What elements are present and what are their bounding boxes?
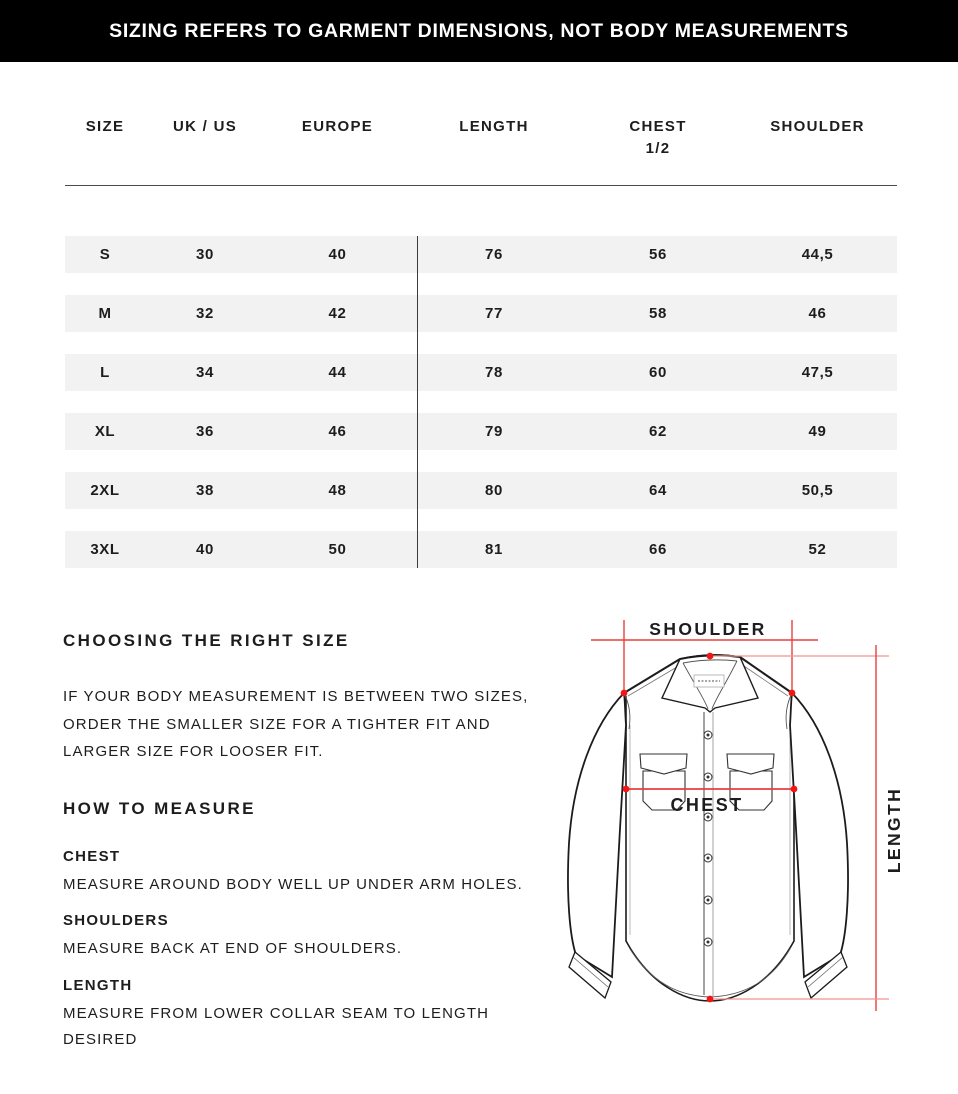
header-rule (65, 185, 897, 186)
chest-dot-left (623, 786, 630, 793)
cell-size: 2XL (90, 482, 120, 499)
cell-shoulder: 46 (808, 305, 827, 322)
cell-uk-us: 30 (196, 246, 214, 263)
text-line: ORDER THE SMALLER SIZE FOR A TIGHTER FIT AND (63, 715, 491, 733)
text-line: DESIRED (63, 1031, 138, 1048)
cell-length: 81 (485, 541, 503, 558)
shirt-diagram (555, 605, 958, 1094)
cell-chest: 60 (649, 364, 667, 381)
cell-length: 78 (485, 364, 503, 381)
cell-europe: 42 (328, 305, 347, 322)
cell-europe: 46 (328, 423, 347, 440)
table-row-xl (65, 413, 897, 450)
column-header-shoulder: SHOULDER (770, 118, 865, 135)
table-row-2xl (65, 472, 897, 509)
cell-uk-us: 34 (196, 364, 214, 381)
cell-shoulder: 44,5 (801, 246, 834, 263)
text-line: IF YOUR BODY MEASUREMENT IS BETWEEN TWO SIZES, (63, 688, 529, 705)
cell-chest: 66 (649, 541, 667, 558)
shoulder-dot-right (789, 690, 796, 697)
choosing-size-text (63, 683, 528, 766)
cell-chest: 62 (649, 423, 667, 440)
cell-size: XL (94, 423, 116, 440)
measure-item-label: LENGTH (63, 977, 133, 994)
cell-size: M (98, 305, 112, 322)
cell-shoulder: 47,5 (801, 364, 834, 381)
cell-europe: 48 (328, 482, 347, 499)
column-header-uk-us: UK / US (172, 118, 238, 135)
table-vertical-divider (417, 236, 418, 568)
cell-size: 3XL (90, 541, 120, 558)
cell-uk-us: 40 (196, 541, 214, 558)
cell-length: 76 (485, 246, 503, 263)
shirt-sleeve-left (568, 693, 626, 977)
measure-item-length (63, 976, 489, 1053)
column-header-europe: EUROPE (301, 118, 374, 135)
size-table-header (65, 116, 897, 160)
banner (0, 0, 958, 62)
cell-uk-us: 38 (196, 482, 214, 499)
cell-europe: 40 (328, 246, 347, 263)
collar-dot (707, 653, 714, 660)
shirt-sleeve-right (790, 693, 848, 977)
cell-chest: 58 (649, 305, 667, 322)
choosing-size-heading: CHOOSING THE RIGHT SIZE (63, 631, 350, 650)
cell-chest: 56 (649, 246, 667, 263)
length-diagram-label: LENGTH (884, 786, 904, 874)
how-to-measure-heading: HOW TO MEASURE (63, 799, 256, 818)
hem-dot (707, 996, 714, 1003)
chest-dot-right (791, 786, 798, 793)
measure-item-label: SHOULDERS (63, 912, 169, 929)
column-header-length: LENGTH (459, 118, 529, 135)
cell-size: S (99, 246, 111, 263)
measure-item-shoulders (63, 911, 402, 962)
cell-europe: 50 (328, 541, 347, 558)
column-header-chest: CHEST 1/2 (629, 118, 687, 157)
cell-length: 79 (485, 423, 503, 440)
measure-item-label: CHEST (63, 848, 121, 865)
table-row-m (65, 295, 897, 332)
text-line: MEASURE FROM LOWER COLLAR SEAM TO LENGTH (63, 1005, 490, 1022)
column-header-size: SIZE (85, 118, 125, 135)
chest-diagram-label: CHEST (670, 795, 744, 815)
cell-chest: 64 (649, 482, 667, 499)
cell-shoulder: 49 (808, 423, 827, 440)
cell-length: 80 (485, 482, 503, 499)
table-row-l (65, 354, 897, 391)
text-line: LARGER SIZE FOR LOOSER FIT. (63, 743, 324, 760)
table-row-s (65, 236, 897, 273)
cell-length: 77 (485, 305, 503, 322)
shoulder-dot-left (621, 690, 628, 697)
cell-uk-us: 36 (196, 423, 214, 440)
measure-item-text: MEASURE AROUND BODY WELL UP UNDER ARM HOLES. (63, 876, 523, 893)
measure-item-chest (63, 847, 523, 898)
cell-uk-us: 32 (196, 305, 214, 322)
table-row-3xl (65, 531, 897, 568)
cell-size: L (100, 364, 110, 381)
banner-text: SIZING REFERS TO GARMENT DIMENSIONS, NOT BODY MEASUREMENTS (109, 19, 849, 42)
cell-europe: 44 (328, 364, 347, 381)
measure-item-text (63, 1001, 489, 1053)
measure-item-text: MEASURE BACK AT END OF SHOULDERS. (63, 940, 403, 957)
shoulder-diagram-label: SHOULDER (649, 619, 767, 639)
cell-shoulder: 52 (808, 541, 827, 558)
cell-shoulder: 50,5 (801, 482, 834, 499)
